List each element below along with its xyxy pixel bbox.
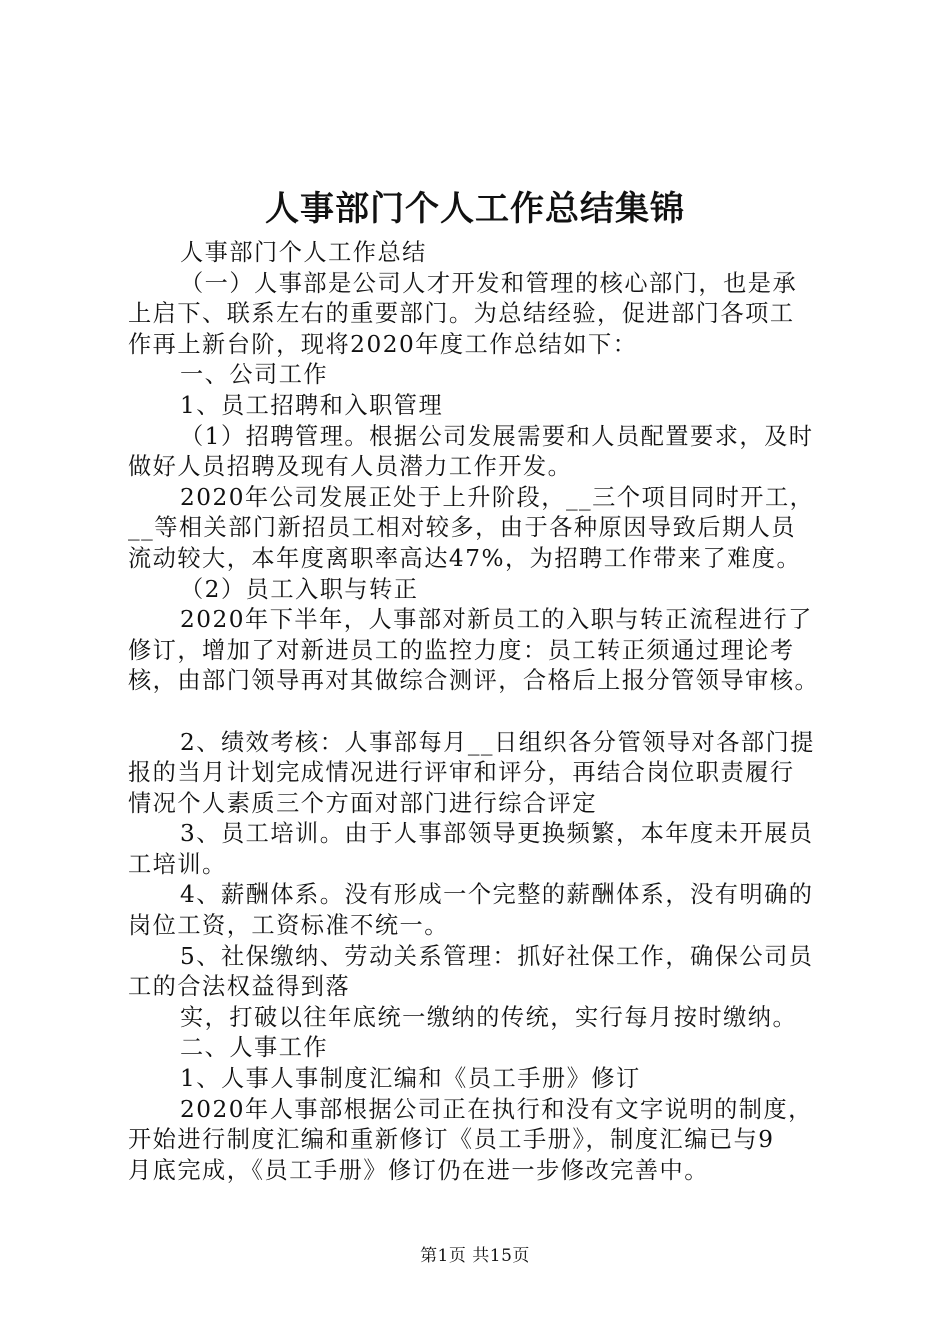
paragraph-line: 3、员工培训。由于人事部领导更换频繁，本年度未开展员 [180,820,814,848]
page-number-footer: 第1页 共15页 [420,1246,530,1266]
paragraph-line: 岗位工资，工资标准不统一。 [128,912,449,940]
paragraph-line: 上启下、联系左右的重要部门。为总结经验，促进部门各项工 [128,300,795,328]
paragraph-line: __等相关部门新招员工相对较多，由于各种原因导致后期人员 [128,514,797,542]
paragraph-line: 作再上新台阶，现将2020年度工作总结如下： [128,330,638,358]
paragraph-line: 报的当月计划完成情况进行评审和评分，再结合岗位职责履行 [128,759,795,787]
document-body [128,238,834,1186]
section-heading: 一、公司工作 [180,361,329,389]
paragraph-line: 人事部门个人工作总结 [180,239,427,266]
subsection-heading: 1、人事人事制度汇编和《员工手册》修订 [180,1065,641,1093]
paragraph-line: 工培训。 [128,850,227,878]
paragraph-line: 2020年下半年，人事部对新员工的入职与转正流程进行了 [180,606,813,634]
paragraph-line: 修订，增加了对新进员工的监控力度：员工转正须通过理论考 [128,636,795,664]
paragraph-line: 工的合法权益得到落 [128,973,351,1001]
paragraph-line: 流动较大，本年度离职率高达47%，为招聘工作带来了难度。 [128,544,802,572]
paragraph-line: （一）人事部是公司人才开发和管理的核心部门，也是承 [180,269,798,297]
paragraph-line: 5、社保缴纳、劳动关系管理：抓好社保工作，确保公司员 [180,942,814,970]
blank-line [128,697,834,728]
paragraph-line: （1）招聘管理。根据公司发展需要和人员配置要求，及时 [180,422,814,450]
paragraph-line: 月底完成，《员工手册》修订仍在进一步修改完善中。 [128,1156,709,1184]
document-title: 人事部门个人工作总结集锦 [265,189,685,229]
paragraph-line: 2020年人事部根据公司正在执行和没有文字说明的制度， [180,1095,813,1123]
paragraph-line: 做好人员招聘及现有人员潜力工作开发。 [128,453,573,481]
subsection-heading: 1、员工招聘和入职管理 [180,391,444,419]
paragraph-line: 2020年公司发展正处于上升阶段，__三个项目同时开工， [180,483,815,511]
paragraph-line: 4、薪酬体系。没有形成一个完整的薪酬体系，没有明确的 [180,881,814,909]
section-heading: 二、人事工作 [180,1034,329,1062]
paragraph-line: 核，由部门领导再对其做综合测评，合格后上报分管领导审核。 [128,667,820,695]
paragraph-line: 情况个人素质三个方面对部门进行综合评定 [128,789,598,817]
subsection-heading: （2）员工入职与转正 [180,575,419,603]
paragraph-line: 2、绩效考核：人事部每月__日组织各分管领导对各部门提 [180,728,815,756]
paragraph-line: 开始进行制度汇编和重新修订《员工手册》，制度汇编已与9 [128,1126,775,1154]
paragraph-line: 实，打破以往年底统一缴纳的传统，实行每月按时缴纳。 [180,1003,798,1031]
